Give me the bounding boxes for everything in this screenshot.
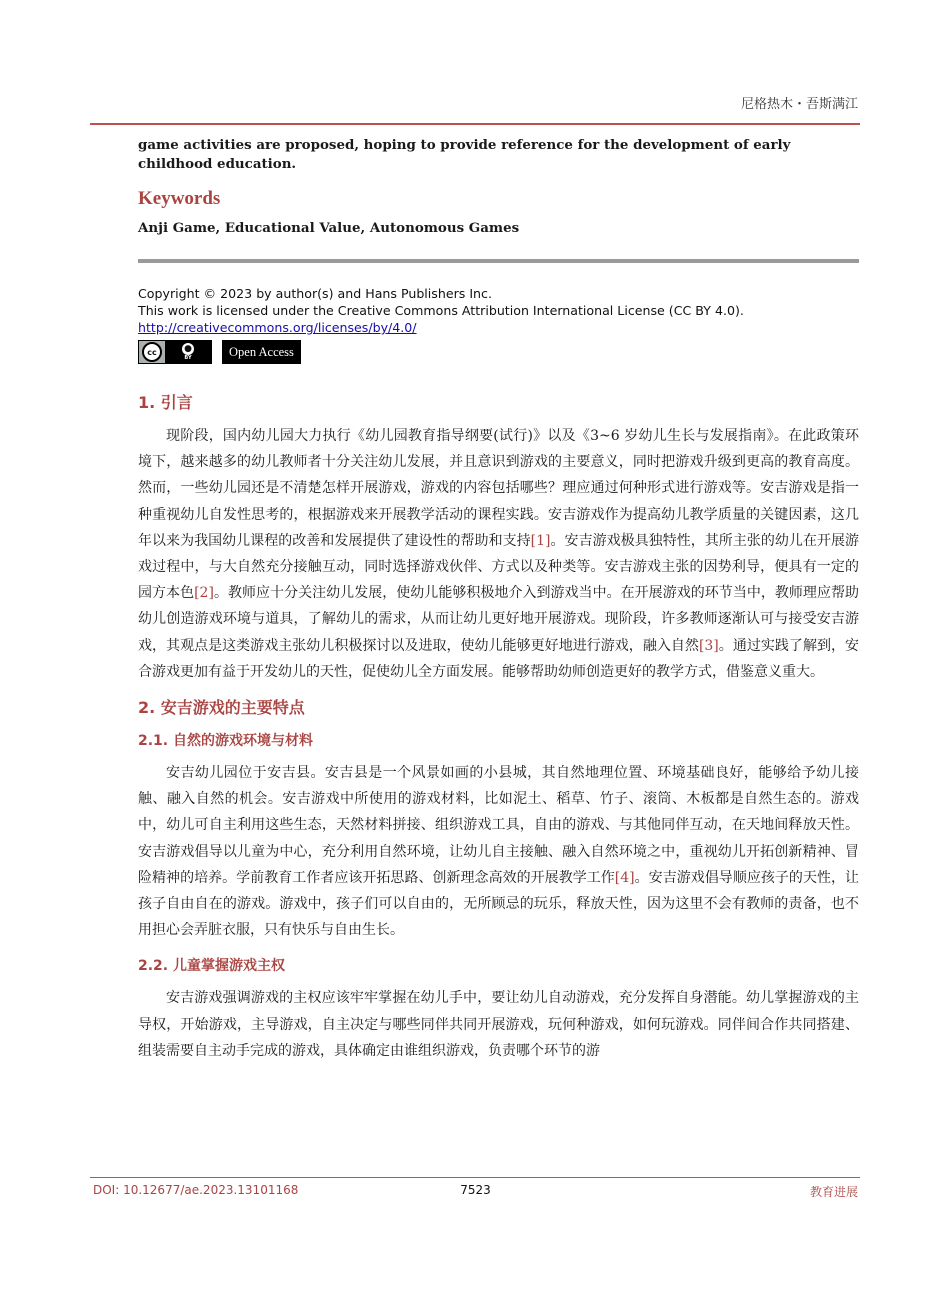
cc-by-badge-icon[interactable] [138,340,212,364]
keywords-heading: Keywords [138,188,221,209]
section-1-title: 1. 引言 [138,393,193,412]
citation-link[interactable]: [2] [194,585,214,602]
license-link[interactable]: http://creativecommons.org/licenses/by/4.0/ [138,320,417,335]
section-2-title: 2. 安吉游戏的主要特点 [138,698,305,718]
paragraph-text: 。教师应十分关注幼儿发展，使幼儿能够积极地介入到游戏当中。在开展游戏的环节当中，教师理应帮助幼儿创造游戏环境与道具，了解幼儿的需求，从而让幼儿更好地开展游戏。现阶段，许多教师逐渐认可与接受安吉游戏，其观点是这类游戏主张幼儿积极探讨以及进取，使幼儿能够更好地进行游戏，融入自然 [138,585,859,654]
header-rule [90,123,860,125]
section-2-1-paragraph [138,760,859,943]
page-number: 7523 [460,1183,491,1197]
paragraph-text: 。通过实践了解到，安合游戏更加有益于开发幼儿的天性，促使幼儿全方面发展。能够帮助幼师创造更好的教学方式，借鉴意义重大。 [138,637,860,680]
paragraph-text: 。安吉游戏极具独特性，其所主张的幼儿在开展游戏过程中，与大自然充分接触互动，同时选择游戏伙伴、方式以及种类等。安吉游戏主张的因势利导，便具有一定的园方本色 [138,532,860,602]
copyright-line: Copyright © 2023 by author(s) and Hans Publishers Inc. [138,286,492,301]
license-block [138,285,859,364]
paragraph-text: 。安吉游戏倡导顺应孩子的天性，让孩子自由自在的游戏。游戏中，孩子们可以自由的，无所顾忌的玩乐，释放天性，因为这里不会有教师的责备，也不用担心会弄脏衣服，只有快乐与自由生长。 [138,869,860,939]
by-attribution-icon [165,341,211,363]
abstract-continuation: game activities are proposed, hoping to provide reference for the development of early childhood education. [138,137,791,172]
section-2-2-paragraph [138,985,859,1064]
running-header-authors: 尼格热木・吾斯满江 [740,96,858,111]
person-icon: ● [182,343,194,355]
keywords-list: Anji Game, Educational Value, Autonomous Games [138,220,520,236]
citation-link[interactable]: [1] [530,532,551,549]
separator-rule [138,259,859,263]
section-2-2-title: 2.2. 儿童掌握游戏主权 [138,958,285,975]
doi-link[interactable]: DOI: 10.12677/ae.2023.13101168 [93,1183,299,1197]
journal-name: 教育进展 [809,1185,858,1199]
section-2-1-title: 2.1. 自然的游戏环境与材料 [138,733,313,750]
page-footer [93,1183,858,1201]
paragraph-text: 安吉游戏强调游戏的主权应该牢牢掌握在幼儿手中，要让幼儿自动游戏，充分发挥自身潜能。幼儿掌握游戏的主导权，开始游戏，主导游戏，自主决定与哪些同伴共同开展游戏，玩何种游戏，如何玩游戏。同伴间合作共同搭建、组装需要自主动手完成的游戏，具体确定由谁组织游戏，负责哪个环节的游 [138,990,859,1059]
page-content [138,136,859,1064]
paragraph-text: 安吉幼儿园位于安吉县。安吉县是一个风景如画的小县城，其自然地理位置、环境基础良好，能够给予幼儿接触、融入自然的机会。安吉游戏中所使用的游戏材料，比如泥土、稻草、竹子、滚筒、木板都是自然生态的。游戏中，幼儿可自主利用这些生态，天然材料拼接、组织游戏工具，自由的游戏、与其他同伴互动，在天地间释放天性。安吉游戏倡导以儿童为中心，充分利用自然环境，让幼儿自主接触、融入自然环境之中，重视幼儿开拓创新精神、冒险精神的培养。学前教育工作者应该开拓思路、创新理念高效的开展教学工作 [138,765,859,886]
footer-rule [90,1177,860,1178]
by-label: BY [184,355,192,361]
license-statement: This work is licensed under the Creative Commons Attribution International License (CC BY 4.0). [138,303,744,318]
paragraph-text: 现阶段，国内幼儿园大力执行《幼儿园教育指导纲要(试行)》以及《3~6 岁幼儿生长与发展指南》。在此政策环境下，越来越多的幼儿教师者十分关注幼儿发展，并且意识到游戏的主要意义，同时把游戏升级到更高的教育高度。然而，一些幼儿园还是不清楚怎样开展游戏，游戏的内容包括哪些？理应通过何种形式进行游戏等。安吉游戏是指一种重视幼儿自发性思考的，根据游戏来开展教学活动的课程实践。安吉游戏作为提高幼儿教学质量的关键因素，这几年以来为我国幼儿课程的改善和发展提供了建设性的帮助和支持 [138,428,859,549]
open-access-badge: Open Access [222,340,301,364]
citation-link[interactable]: [4] [614,869,635,886]
section-1-paragraph [138,423,859,685]
cc-logo-icon: cc [142,342,162,362]
license-badges [138,340,859,364]
citation-link[interactable]: [3] [698,637,719,654]
